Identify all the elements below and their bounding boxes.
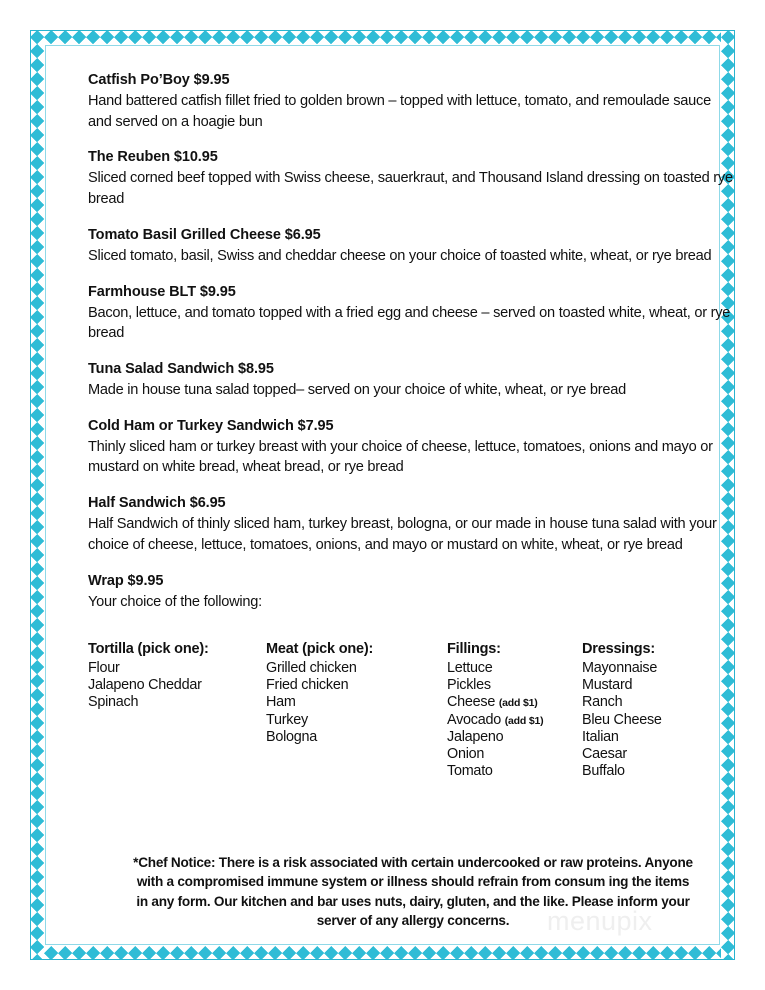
menupix-watermark: menupix (547, 906, 653, 936)
wrap-option-name: Mayonnaise (582, 660, 658, 677)
menu-item-description: Bacon, lettuce, and tomato topped with a fried egg and cheese – served on toasted white, wheat, or rye bread (88, 304, 731, 342)
wrap-option-item[interactable] (266, 729, 373, 746)
chef-notice-line: in any form. Our kitchen and bar uses nuts, dairy, gluten, and the like. Please inform your (136, 893, 690, 909)
chef-notice-line: with a compromised immune system or illness should refrain from consum ing the items (136, 874, 690, 890)
menu-item-heading: Tomato Basil Grilled Cheese $6.95 (88, 226, 321, 243)
wrap-option-column-title: Dressings: (582, 641, 655, 657)
wrap-option-column (447, 640, 543, 780)
wrap-option-list (88, 660, 209, 711)
wrap-option-name: Italian (582, 728, 619, 745)
menu-item (88, 493, 738, 555)
wrap-option-name: Ham (266, 694, 296, 711)
chef-notice-line: *Chef Notice: There is a risk associated with certain undercooked or raw proteins. Anyone (133, 855, 693, 870)
wrap-option-name: Spinach (88, 694, 139, 711)
menu-item-heading: Farmhouse BLT $9.95 (88, 283, 236, 300)
wrap-option-item[interactable] (447, 694, 543, 711)
wrap-option-item[interactable] (266, 677, 373, 694)
wrap-option-name: Buffalo (582, 762, 625, 779)
menu-item (88, 359, 738, 401)
wrap-option-item[interactable] (447, 660, 543, 677)
menu-item-description: Made in house tuna salad topped– served on your choice of white, wheat, or rye bread (88, 382, 626, 399)
menu-item-description: Thinly sliced ham or turkey breast with your choice of cheese, lettuce, tomatoes, onions and mayo or mustard on white bread, wheat bread, or rye bread (88, 438, 713, 476)
wrap-option-list (447, 660, 543, 780)
menu-item-description: Your choice of the following: (88, 593, 262, 610)
wrap-option-item[interactable] (582, 746, 662, 763)
wrap-option-name: Pickles (447, 677, 491, 694)
menu-item-description: Sliced corned beef topped with Swiss cheese, sauerkraut, and Thousand Island dressing on toasted rye bread (88, 170, 733, 208)
wrap-option-name: Avocado (447, 711, 501, 728)
wrap-option-item[interactable] (582, 660, 662, 677)
wrap-option-item[interactable] (88, 677, 209, 694)
wrap-option-name: Jalapeno (447, 728, 504, 745)
wrap-option-item[interactable] (447, 712, 543, 729)
wrap-option-column (88, 640, 209, 712)
menu-item (88, 147, 738, 209)
wrap-option-item[interactable] (88, 660, 209, 677)
wrap-option-column (582, 640, 662, 780)
wrap-option-upcharge: (add $1) (498, 697, 538, 710)
wrap-option-item[interactable] (88, 694, 209, 711)
wrap-option-item[interactable] (582, 694, 662, 711)
wrap-option-item[interactable] (582, 729, 662, 746)
wrap-option-item[interactable] (582, 677, 662, 694)
wrap-option-column-title: Fillings: (447, 641, 501, 657)
wrap-option-name: Grilled chicken (266, 660, 357, 677)
wrap-option-item[interactable] (266, 660, 373, 677)
menu-item-heading: The Reuben $10.95 (88, 149, 218, 166)
wrap-option-item[interactable] (447, 763, 543, 780)
wrap-option-item[interactable] (582, 763, 662, 780)
menu-item (88, 571, 738, 613)
menu-item-description: Sliced tomato, basil, Swiss and cheddar cheese on your choice of toasted white, wheat, or rye bread (88, 247, 712, 264)
menu-item (88, 282, 738, 344)
wrap-option-item[interactable] (266, 712, 373, 729)
wrap-option-item[interactable] (447, 677, 543, 694)
wrap-option-name: Mustard (582, 677, 633, 694)
menu-item (88, 70, 738, 132)
menu-item-heading: Tuna Salad Sandwich $8.95 (88, 361, 274, 378)
wrap-option-column-title: Tortilla (pick one): (88, 641, 209, 657)
wrap-option-name: Bologna (266, 728, 318, 745)
wrap-option-name: Fried chicken (266, 677, 349, 694)
menu-item-heading: Catfish Po’Boy $9.95 (88, 72, 230, 88)
wrap-option-name: Caesar (582, 745, 627, 762)
wrap-option-item[interactable] (582, 712, 662, 729)
menu-content-sheet (52, 48, 733, 942)
menu-item-list (88, 70, 738, 612)
chef-notice-line: server of any allergy concerns. (316, 912, 510, 928)
wrap-option-name: Ranch (582, 694, 623, 711)
menu-decorative-frame (30, 30, 735, 960)
wrap-option-list (266, 660, 373, 746)
menu-item-description: Half Sandwich of thinly sliced ham, turkey breast, bologna, or our made in house tuna salad with your choice of cheese, lettuce, tomatoes, onions, and mayo or mustard on white, wheat, or rye bread (88, 516, 717, 553)
wrap-option-name: Flour (88, 660, 120, 677)
wrap-option-name: Onion (447, 745, 485, 762)
menu-item-heading: Half Sandwich $6.95 (88, 495, 226, 512)
wrap-option-item[interactable] (447, 746, 543, 763)
wrap-option-column (266, 640, 373, 746)
wrap-option-name: Tomato (447, 762, 493, 779)
wrap-option-item[interactable] (447, 729, 543, 746)
wrap-option-name: Lettuce (447, 660, 493, 677)
wrap-option-item[interactable] (266, 694, 373, 711)
wrap-option-column-title: Meat (pick one): (266, 641, 374, 657)
menu-item-heading: Wrap $9.95 (88, 572, 164, 589)
wrap-option-list (582, 660, 662, 780)
wrap-option-name: Bleu Cheese (582, 711, 662, 728)
wrap-option-name: Turkey (266, 711, 308, 728)
menu-item-heading: Cold Ham or Turkey Sandwich $7.95 (88, 417, 334, 434)
wrap-option-upcharge: (add $1) (504, 714, 544, 727)
menu-item (88, 225, 738, 267)
wrap-option-name: Jalapeno Cheddar (88, 677, 202, 694)
wrap-option-name: Cheese (447, 694, 496, 711)
menu-item-description: Hand battered catfish fillet fried to golden brown – topped with lettuce, tomato, and remoulade sauce and served on a hoagie bun (88, 93, 711, 130)
menu-item (88, 416, 738, 478)
